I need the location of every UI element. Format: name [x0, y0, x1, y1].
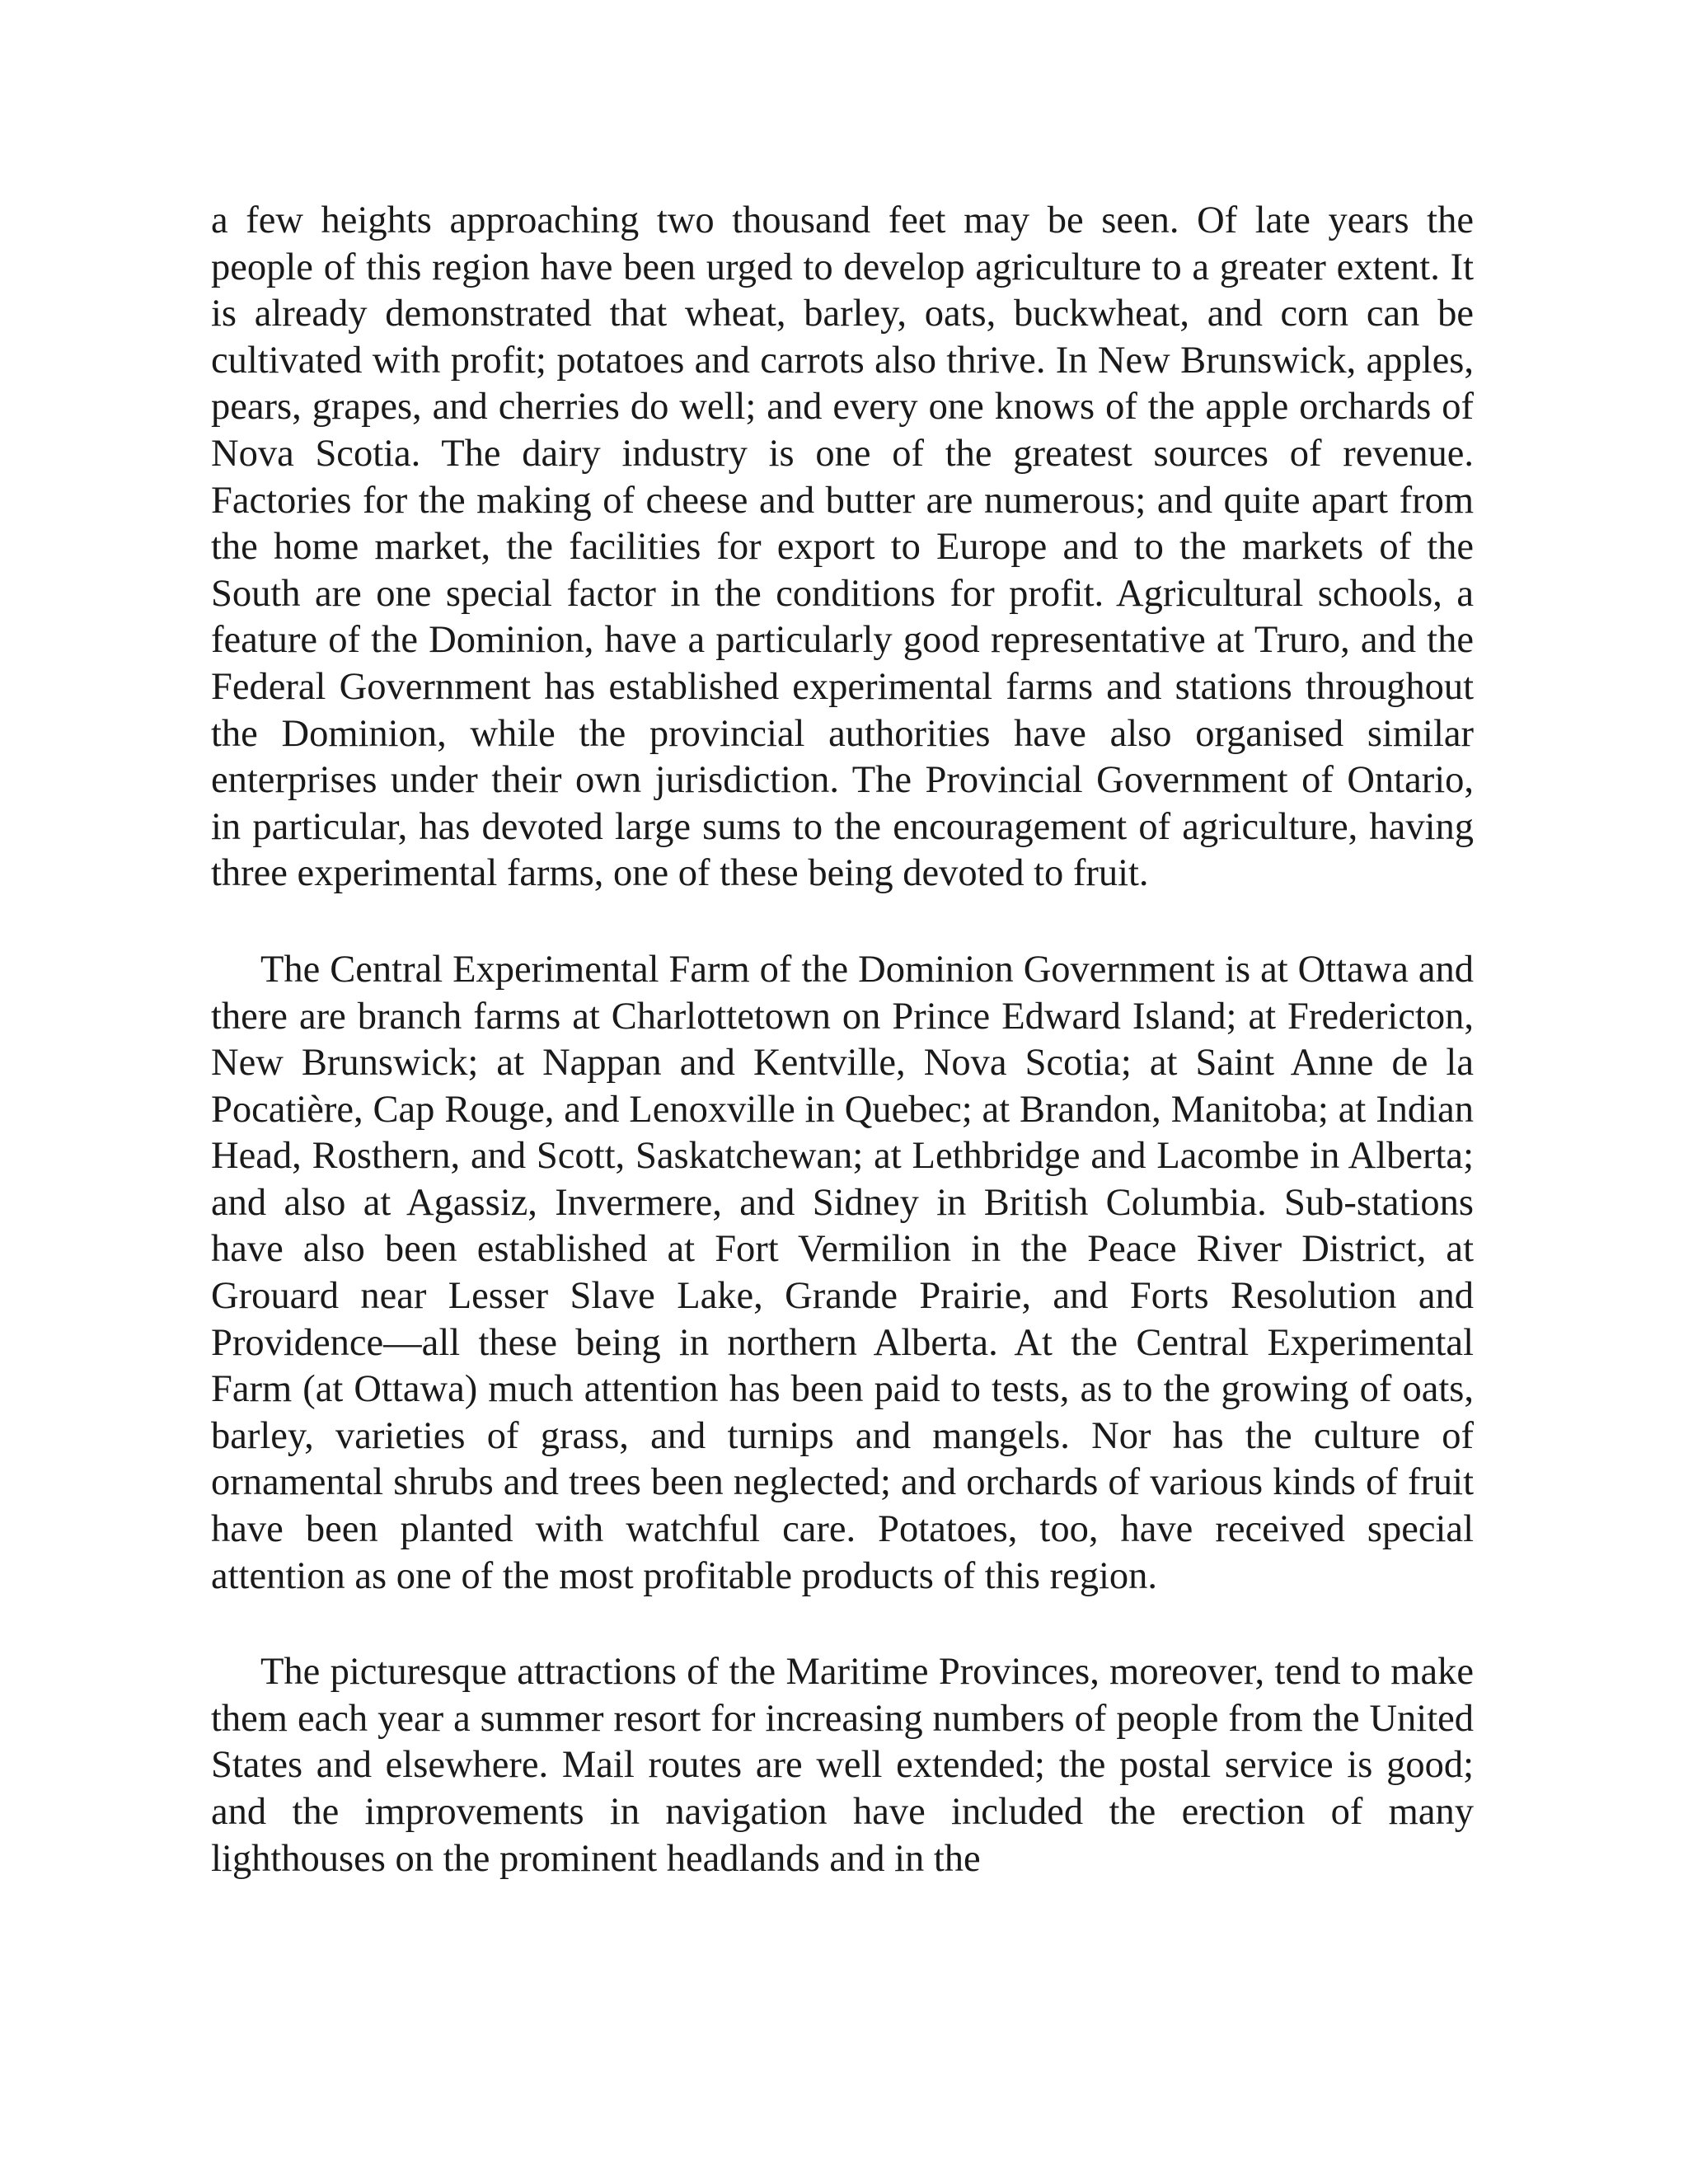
paragraph-experimental-farms: The Central Experimental Farm of the Dominion Government is at Ottawa and there are branch farms at Charlottetown on Prince Edward Island; at Fredericton, New Brunswick; at Nappan and Kentville, Nova Scotia; at Saint Anne de la Pocatière, Cap Rouge, and Lenoxville in Quebec; at Brandon, Manitoba; at Indian Head, Rosthern, and Scott, Saskatchewan; at Lethbridge and Lacombe in Alberta; and also at Agassiz, Invermere, and Sidney in British Columbia. Sub-stations have also been established at Fort Vermilion in the Peace River District, at Grouard near Lesser Slave Lake, Grande Prairie, and Forts Resolution and Providence—all these being in northern Alberta. At the Central Experimental Farm (at Ottawa) much attention has been paid to tests, as to the growing of oats, barley, varieties of grass, and turnips and mangels. Nor has the culture of ornamental shrubs and trees been neglected; and orchards of various kinds of fruit have been planted with watchful care. Potatoes, too, have received special attention as one of the most profitable products of this region. [211, 948, 1474, 1597]
paragraph-maritime-attractions: The picturesque attractions of the Maritime Provinces, moreover, tend to make them each year a summer resort for increasing numbers of people from the United States and elsewhere. Mail routes are well extended; the postal service is good; and the improvements in navigation have included the erection of many lighthouses on the prominent headlands and in the [211, 1651, 1474, 1880]
paragraph-continued: a few heights approaching two thousand feet may be seen. Of late years the people of this region have been urged to develop agriculture to a greater extent. It is already demonstrated that wheat, barley, oats, buckwheat, and corn can be cultivated with profit; potatoes and carrots also thrive. In New Brunswick, apples, pears, grapes, and cherries do well; and every one knows of the apple orchards of Nova Scotia. The dairy industry is one of the greatest sources of revenue. Factories for the making of cheese and butter are numerous; and quite apart from the home market, the facilities for export to Europe and to the markets of the South are one special factor in the conditions for profit. Agricultural schools, a feature of the Dominion, have a particularly good representative at Truro, and the Federal Government has established experimental farms and stations throughout the Dominion, while the provincial authorities have also organised similar enterprises under their own jurisdiction. The Provincial Government of Ontario, in particular, has devoted large sums to the encouragement of agriculture, having three experimental farms, one of these being devoted to fruit. [211, 199, 1474, 895]
body-text [211, 198, 1474, 1882]
